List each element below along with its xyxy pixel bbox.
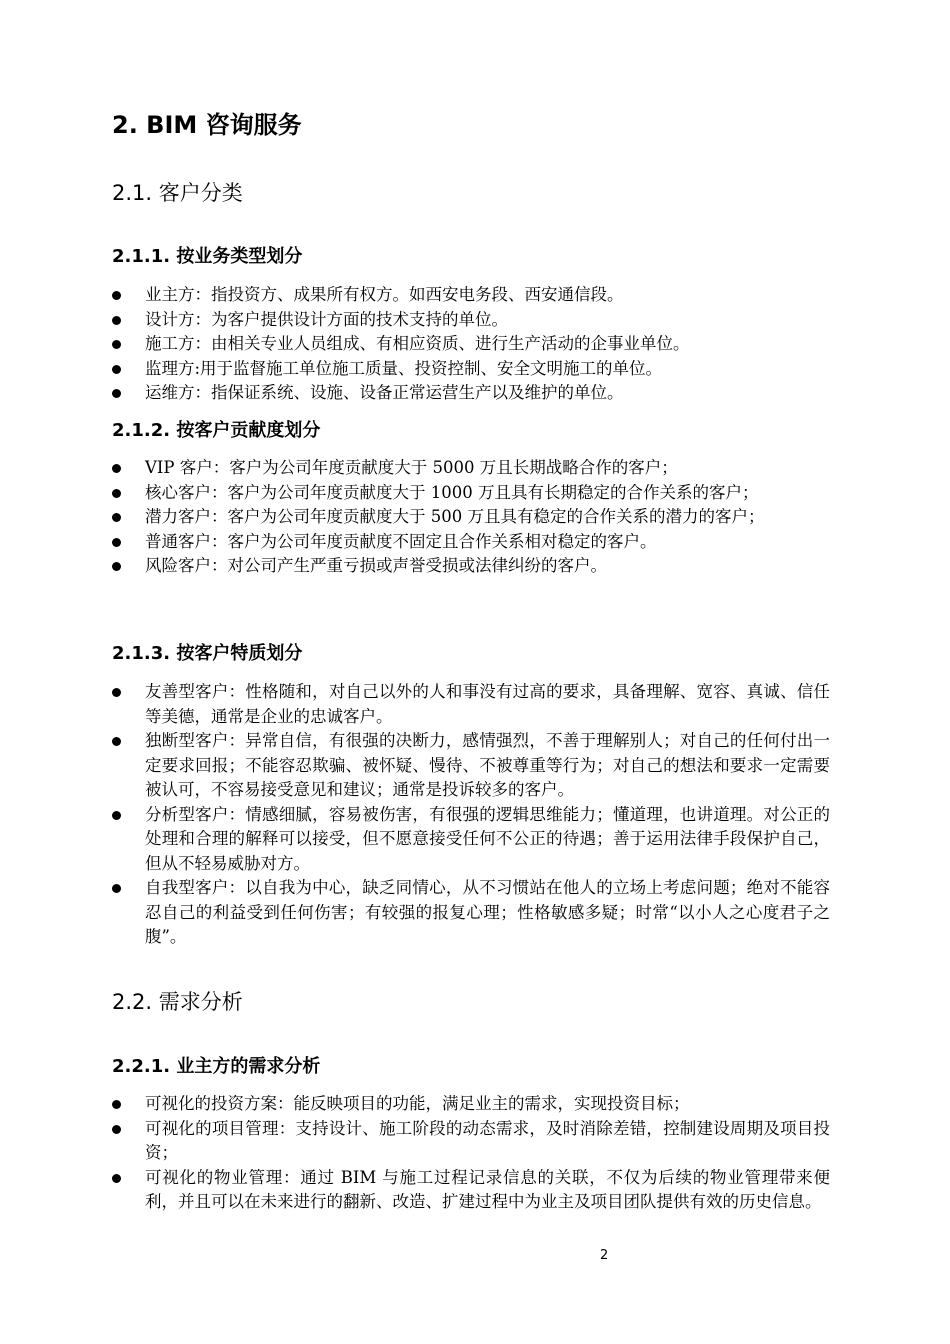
bullet-icon	[112, 811, 121, 820]
bullet-icon	[112, 389, 121, 398]
bullet-icon	[112, 316, 121, 325]
list-item: 可视化的投资方案：能反映项目的功能，满足业主的需求，实现投资目标；	[0, 1092, 830, 1117]
list-item: 业主方：指投资方、成果所有权方。如西安电务段、西安通信段。	[0, 283, 830, 308]
list-item: 风险客户：对公司产生严重亏损或声誉受损或法律纠纷的客户。	[0, 554, 830, 579]
heading-2-2-1: 2.2.1. 业主方的需求分析	[112, 1056, 321, 1077]
list-item: 可视化的物业管理：通过 BIM 与施工过程记录信息的关联，不仅为后续的物业管理带来便利，并且可以在未来进行的翻新、改造、扩建过程中为业主及项目团队提供有效的历史信息。	[0, 1166, 830, 1215]
bullet-icon	[112, 688, 121, 697]
bullet-icon	[112, 464, 121, 473]
bullet-icon	[112, 340, 121, 349]
list-business-type	[0, 283, 950, 406]
list-item: 可视化的项目管理：支持设计、施工阶段的动态需求，及时消除差错，控制建设周期及项目投资；	[0, 1117, 830, 1166]
list-item: 核心客户：客户为公司年度贡献度大于 1000 万且具有长期稳定的合作关系的客户；	[0, 481, 830, 506]
list-item: 运维方：指保证系统、设施、设备正常运营生产以及维护的单位。	[0, 381, 830, 406]
bullet-icon	[112, 884, 121, 893]
list-contribution	[0, 456, 950, 579]
list-item: 友善型客户：性格随和，对自己以外的人和事没有过高的要求，具备理解、宽容、真诚、信任等美德，通常是企业的忠诚客户。	[0, 680, 830, 729]
list-item: 分析型客户：情感细腻，容易被伤害，有很强的逻辑思维能力；懂道理，也讲道理。对公正的处理和合理的解释可以接受，但不愿意接受任何不公正的待遇；善于运用法律手段保护自己，但从不轻易威胁对方。	[0, 803, 830, 877]
bullet-icon	[112, 737, 121, 746]
list-characteristics	[0, 680, 950, 950]
bullet-icon	[112, 1174, 121, 1183]
bullet-icon	[112, 562, 121, 571]
page-number: 2	[600, 1248, 609, 1263]
bullet-icon	[112, 1100, 121, 1109]
bullet-icon	[112, 538, 121, 547]
bullet-icon	[112, 1125, 121, 1134]
list-item: 施工方：由相关专业人员组成、有相应资质、进行生产活动的企事业单位。	[0, 332, 830, 357]
heading-2-1: 2.1. 客户分类	[112, 181, 243, 205]
heading-2-1-1: 2.1.1. 按业务类型划分	[112, 246, 303, 267]
list-item: VIP 客户：客户为公司年度贡献度大于 5000 万且长期战略合作的客户；	[0, 456, 830, 481]
heading-2-1-3: 2.1.3. 按客户特质划分	[112, 643, 303, 664]
bullet-icon	[112, 365, 121, 374]
list-item: 普通客户：客户为公司年度贡献度不固定且合作关系相对稳定的客户。	[0, 530, 830, 555]
list-item: 独断型客户：异常自信，有很强的决断力，感情强烈，不善于理解别人；对自己的任何付出一定要求回报；不能容忍欺骗、被怀疑、慢待、不被尊重等行为；对自己的想法和要求一定需要被认可，不容易接受意见和建议；通常是投诉较多的客户。	[0, 729, 830, 803]
heading-2-1-2: 2.1.2. 按客户贡献度划分	[112, 420, 321, 441]
list-item: 潜力客户：客户为公司年度贡献度大于 500 万且具有稳定的合作关系的潜力的客户；	[0, 505, 830, 530]
list-owner-needs	[0, 1092, 950, 1215]
list-item: 设计方：为客户提供设计方面的技术支持的单位。	[0, 308, 830, 333]
list-item: 自我型客户：以自我为中心，缺乏同情心，从不习惯站在他人的立场上考虑问题；绝对不能容忍自己的利益受到任何伤害；有较强的报复心理；性格敏感多疑；时常“以小人之心度君子之腹”。	[0, 876, 830, 950]
list-item: 监理方:用于监督施工单位施工质量、投资控制、安全文明施工的单位。	[0, 357, 830, 382]
heading-2-2: 2.2. 需求分析	[112, 990, 243, 1014]
heading-main: 2. BIM 咨询服务	[112, 111, 302, 139]
bullet-icon	[112, 291, 121, 300]
bullet-icon	[112, 489, 121, 498]
bullet-icon	[112, 513, 121, 522]
